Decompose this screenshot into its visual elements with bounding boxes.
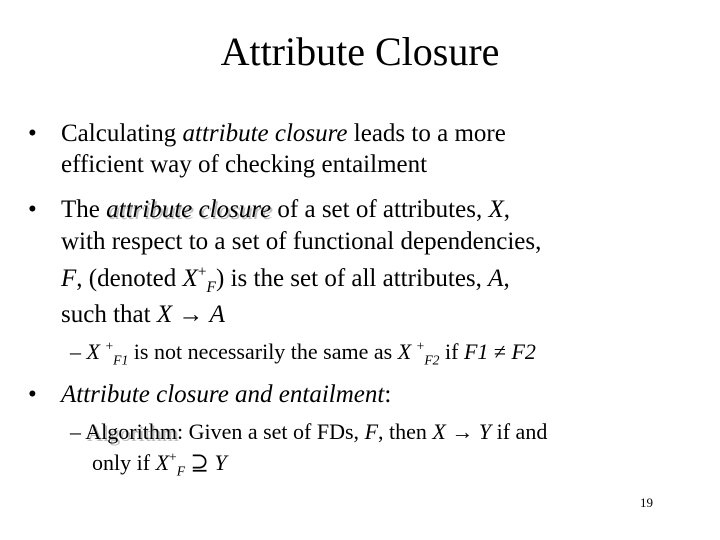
bullet-1-line-1	[61, 119, 506, 149]
bullet-2-line-3	[61, 264, 510, 294]
bullet-1-line-2: efficient way of checking entailment	[61, 151, 428, 178]
subscript-f2: F2	[424, 352, 440, 368]
sub-bullet-2-line-2	[92, 449, 227, 479]
var-y: Y	[478, 419, 492, 444]
dash-marker: –	[70, 419, 81, 444]
bullet-2-line-1	[61, 195, 510, 225]
var-y: Y	[214, 450, 227, 475]
subscript-f: F	[176, 463, 186, 479]
var-a: A	[209, 301, 225, 328]
bullet-3-line-1	[61, 380, 391, 410]
bullet-2-line-4	[61, 300, 225, 330]
text: Calculating	[61, 120, 183, 147]
superscript-plus: +	[169, 449, 177, 465]
var-f: F	[364, 419, 379, 444]
superscript-plus: +	[105, 338, 114, 354]
text: : Given a set of FDs,	[176, 419, 365, 444]
text: if and	[491, 419, 548, 444]
var-f2: F2	[511, 339, 536, 364]
text: leads to a more	[347, 120, 506, 147]
arrow-right-icon: →	[445, 419, 479, 444]
var-x: X	[155, 450, 170, 475]
term-attribute-closure-shadowed: attribute closure	[106, 196, 272, 223]
superset-icon: ⊇	[185, 450, 215, 475]
subscript-f1: F1	[113, 352, 129, 368]
superscript-plus: +	[416, 338, 425, 354]
text: , (denoted	[76, 265, 183, 292]
var-x: X	[397, 339, 417, 364]
subscript-f: F	[206, 279, 216, 296]
not-equal-icon: ≠	[488, 339, 512, 364]
text: ,	[503, 265, 510, 292]
sub-bullet-2-line-1	[70, 418, 547, 445]
bullet-marker: •	[28, 120, 37, 147]
var-f1: F1	[463, 339, 489, 364]
text: ) is the set of all attributes,	[216, 265, 489, 292]
text: is not necessarily the same as	[128, 339, 398, 364]
term-closure-entailment: Attribute closure and entailment	[61, 381, 385, 408]
slide-title: Attribute Closure	[220, 29, 500, 74]
text: :	[384, 381, 392, 408]
var-x: X	[156, 301, 173, 328]
text: of a set of attributes,	[271, 196, 489, 223]
var-x: X	[432, 419, 446, 444]
page-number: 19	[640, 495, 653, 510]
text: The	[61, 196, 107, 223]
sub-bullet-1	[70, 338, 536, 368]
bullet-marker: •	[28, 381, 37, 408]
var-a: A	[488, 265, 504, 292]
text: ,	[503, 196, 510, 223]
var-x: X	[86, 339, 106, 364]
var-x: X	[182, 265, 198, 292]
var-f: F	[61, 265, 77, 292]
text: only if	[92, 450, 156, 475]
text: , then	[378, 419, 433, 444]
superscript-plus: +	[197, 263, 207, 281]
var-x: X	[488, 196, 504, 223]
bullet-2-line-2: with respect to a set of functional dependencies,	[61, 228, 542, 255]
bullet-marker: •	[28, 196, 37, 223]
term-attribute-closure: attribute closure	[182, 120, 348, 147]
text: such that	[61, 301, 157, 328]
text: if	[439, 339, 464, 364]
dash-marker: –	[70, 339, 81, 364]
arrow-right-icon: →	[172, 301, 210, 328]
algorithm-label: Algorithm	[85, 419, 177, 444]
